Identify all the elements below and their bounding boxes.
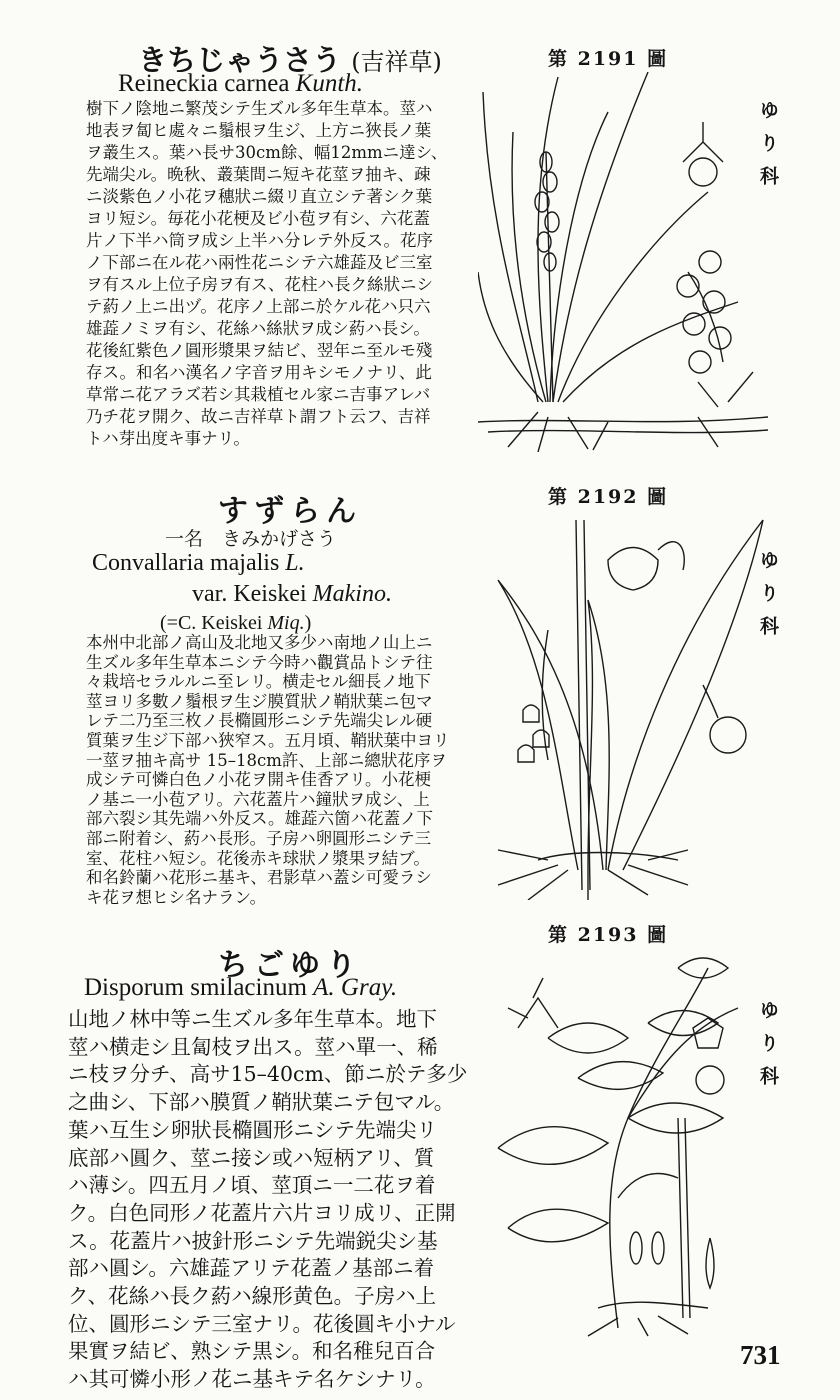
description-line: 成シテ可憐白色ノ小花ヲ開キ佳香アリ。小花梗 <box>86 770 432 790</box>
description-line: 位、圓形ニシテ三室ナリ。花後圓キ小ナル <box>68 1311 456 1336</box>
figure-label-2191: 第 2191 圖 <box>548 48 669 70</box>
description-line: 部ハ圓シ。六雄蕋アリテ花蓋ノ基部ニ着 <box>68 1256 435 1281</box>
description-line: ヨリ短シ。毎花小花梗及ビ小苞ヲ有シ、六花蓋 <box>86 209 430 228</box>
description-line: 草常ニ花アラズ若シ其栽植セル家ニ吉事アレバ <box>86 385 431 404</box>
japanese-name: すずらん <box>217 494 363 529</box>
entry-2-latin-name <box>92 550 305 577</box>
entry-1-description <box>86 98 478 450</box>
synonym-close: ) <box>304 612 312 634</box>
description-line: ハ薄シ。四五月ノ頃、莖頂ニ一二花ヲ着 <box>68 1173 436 1198</box>
description-line: 之曲シ、下部ハ膜質ノ鞘狀葉ニテ包マル。 <box>68 1090 455 1115</box>
variety: var. Keiskei <box>192 581 307 607</box>
description-line: 底部ハ圓ク、莖ニ接シ或ハ短柄アリ、質 <box>68 1145 435 1170</box>
description-line: 山地ノ林中等ニ生ズル多年生草本。地下 <box>68 1007 437 1031</box>
figure-label-2193: 第 2193 圖 <box>548 924 669 946</box>
description-line: 部六裂シ其先端ハ外反ス。雄蕋六箇ハ花蓋ノ下 <box>86 809 433 829</box>
description-line: ク。白色同形ノ花蓋片六片ヨリ成リ、正開 <box>68 1200 456 1225</box>
description-line: テ葯ノ上ニ出ヅ。花序ノ上部ニ於ケル花ハ只六 <box>86 297 431 316</box>
description-line: 室、花柱ハ短シ。花後赤キ球狀ノ漿果ヲ結ブ。 <box>86 848 430 868</box>
synonym-author: Miq. <box>267 612 305 634</box>
description-line: 雄蕋ノミヲ有シ、花絲ハ絲狀ヲ成シ葯ハ長シ。 <box>86 319 430 338</box>
illustration-disporum <box>478 948 768 1338</box>
author: A. Gray. <box>313 974 398 1001</box>
japanese-name: きちじゃうさう <box>138 43 342 77</box>
description-line: ス。花蓋片ハ披針形ニシテ先端鋭尖シ基 <box>68 1228 438 1253</box>
description-line: 莖ヨリ多數ノ鬚根ヲ生ジ膜質狀ノ鞘狀葉ニ包マ <box>86 691 433 711</box>
entry-2-alt-name: 一名 きみかげさう <box>165 528 337 550</box>
description-line: ヲ有スル上位子房ヲ有ス、花柱ハ長ク絲狀ニシ <box>86 275 433 294</box>
page-number: 731 <box>740 1340 781 1370</box>
figure-label-2192: 第 2192 圖 <box>548 486 669 508</box>
author: L. <box>285 550 305 576</box>
family-label-2: ゆり科 <box>757 550 779 649</box>
description-line: ク、花絲ハ長ク葯ハ線形黄色。子房ハ上 <box>68 1284 437 1309</box>
description-line: ノ下部ニ在ル花ハ兩性花ニシテ六雄蕋及ビ三室 <box>86 253 433 272</box>
description-line: ニ枝ヲ分チ、高サ15–40cm、節ニ於テ多少 <box>68 1062 468 1087</box>
description-line: 先端尖ル。晩秋、叢葉間ニ短キ花莖ヲ抽キ、疎 <box>86 165 431 184</box>
family-label-1: ゆり科 <box>757 100 779 199</box>
description-line: 樹下ノ陰地ニ繁茂シテ生ズル多年生草本。莖ハ <box>86 99 433 118</box>
description-line: 和名鈴蘭ハ花形ニ基キ、君影草ハ蓋シ可愛ラシ <box>86 868 432 888</box>
synonym-name: (=C. Keiskei <box>160 612 263 634</box>
description-line: 生ズル多年生草本ニシテ今時ハ觀賞品トシテ往 <box>86 652 433 672</box>
description-line: 花後紅紫色ノ圓形漿果ヲ結ビ、翌年ニ至ルモ殘 <box>86 341 433 360</box>
illustration-reineckia <box>478 72 768 452</box>
kanji-name: (吉祥草) <box>351 48 442 76</box>
description-line: 々栽培セラルルニ至レリ。横走セル細長ノ地下 <box>86 672 431 692</box>
illustration-convallaria <box>478 510 768 900</box>
genus-species: Disporum smilacinum <box>84 974 307 1001</box>
description-line: ノ基ニ一小苞アリ。六花蓋片ハ鐘狀ヲ成シ、上 <box>86 789 430 809</box>
description-line: トハ芽出度キ事ナリ。 <box>86 429 250 448</box>
description-line: ヲ叢生ス。葉ハ長サ30cm餘、幅12mmニ達シ、 <box>86 143 448 162</box>
description-line: 乃チ花ヲ開ク、故ニ吉祥草ト謂フト云フ、吉祥 <box>86 407 431 426</box>
entry-1-latin-name <box>118 70 363 98</box>
description-line: 葉ハ互生シ卵狀長橢圓形ニシテ先端尖リ <box>68 1117 437 1142</box>
description-line: ハ其可憐小形ノ花ニ基キテ名ケシナリ。 <box>68 1367 436 1392</box>
description-line: キ花ヲ想ヒシ名ナラン。 <box>86 887 267 907</box>
description-line: 本州中北部ノ高山及北地又多少ハ南地ノ山上ニ <box>86 633 433 652</box>
description-line: ニ淡紫色ノ小花ヲ穗狀ニ綴リ直立シテ著シク葉 <box>86 187 433 206</box>
entry-3-description <box>68 1006 478 1394</box>
entry-2-description <box>86 633 478 907</box>
japanese-name: ちごゆり <box>218 948 362 983</box>
description-line: 地表ヲ匐ヒ處々ニ鬚根ヲ生ジ、上方ニ狹長ノ葉 <box>86 121 432 140</box>
description-line: レテ二乃至三枚ノ長橢圓形ニシテ先端尖レル硬 <box>86 711 433 731</box>
description-line: 莖ハ横走シ且匐枝ヲ出ス。莖ハ單一、稀 <box>68 1034 438 1059</box>
genus-species: Reineckia carnea <box>118 70 290 97</box>
description-line: 一莖ヲ抽キ高サ 15–18cm許、上部ニ總狀花序ヲ <box>86 750 447 770</box>
entry-2-variety <box>192 581 392 608</box>
description-line: 果實ヲ結ビ、熟シテ黒シ。和名稚兒百合 <box>68 1339 436 1364</box>
family-label-3: ゆり科 <box>757 1000 779 1099</box>
author: Kunth. <box>295 70 364 97</box>
genus-species: Convallaria majalis <box>92 550 280 576</box>
entry-2-synonym <box>160 612 311 635</box>
description-line: 質葉ヲ生ジ下部ハ狹窄ス。五月頃、鞘狀葉中ヨリ <box>86 730 450 750</box>
entry-3-latin-name <box>84 974 397 1002</box>
description-line: 部ニ附着シ、葯ハ長形。子房ハ卵圓形ニシテ三 <box>86 828 432 848</box>
description-line: 片ノ下半ハ筒ヲ成シ上半ハ分レテ外反ス。花序 <box>86 231 433 250</box>
variety-author: Makino. <box>312 581 392 607</box>
description-line: 存ス。和名ハ漢名ノ字音ヲ用キシモノナリ、此 <box>86 363 432 382</box>
